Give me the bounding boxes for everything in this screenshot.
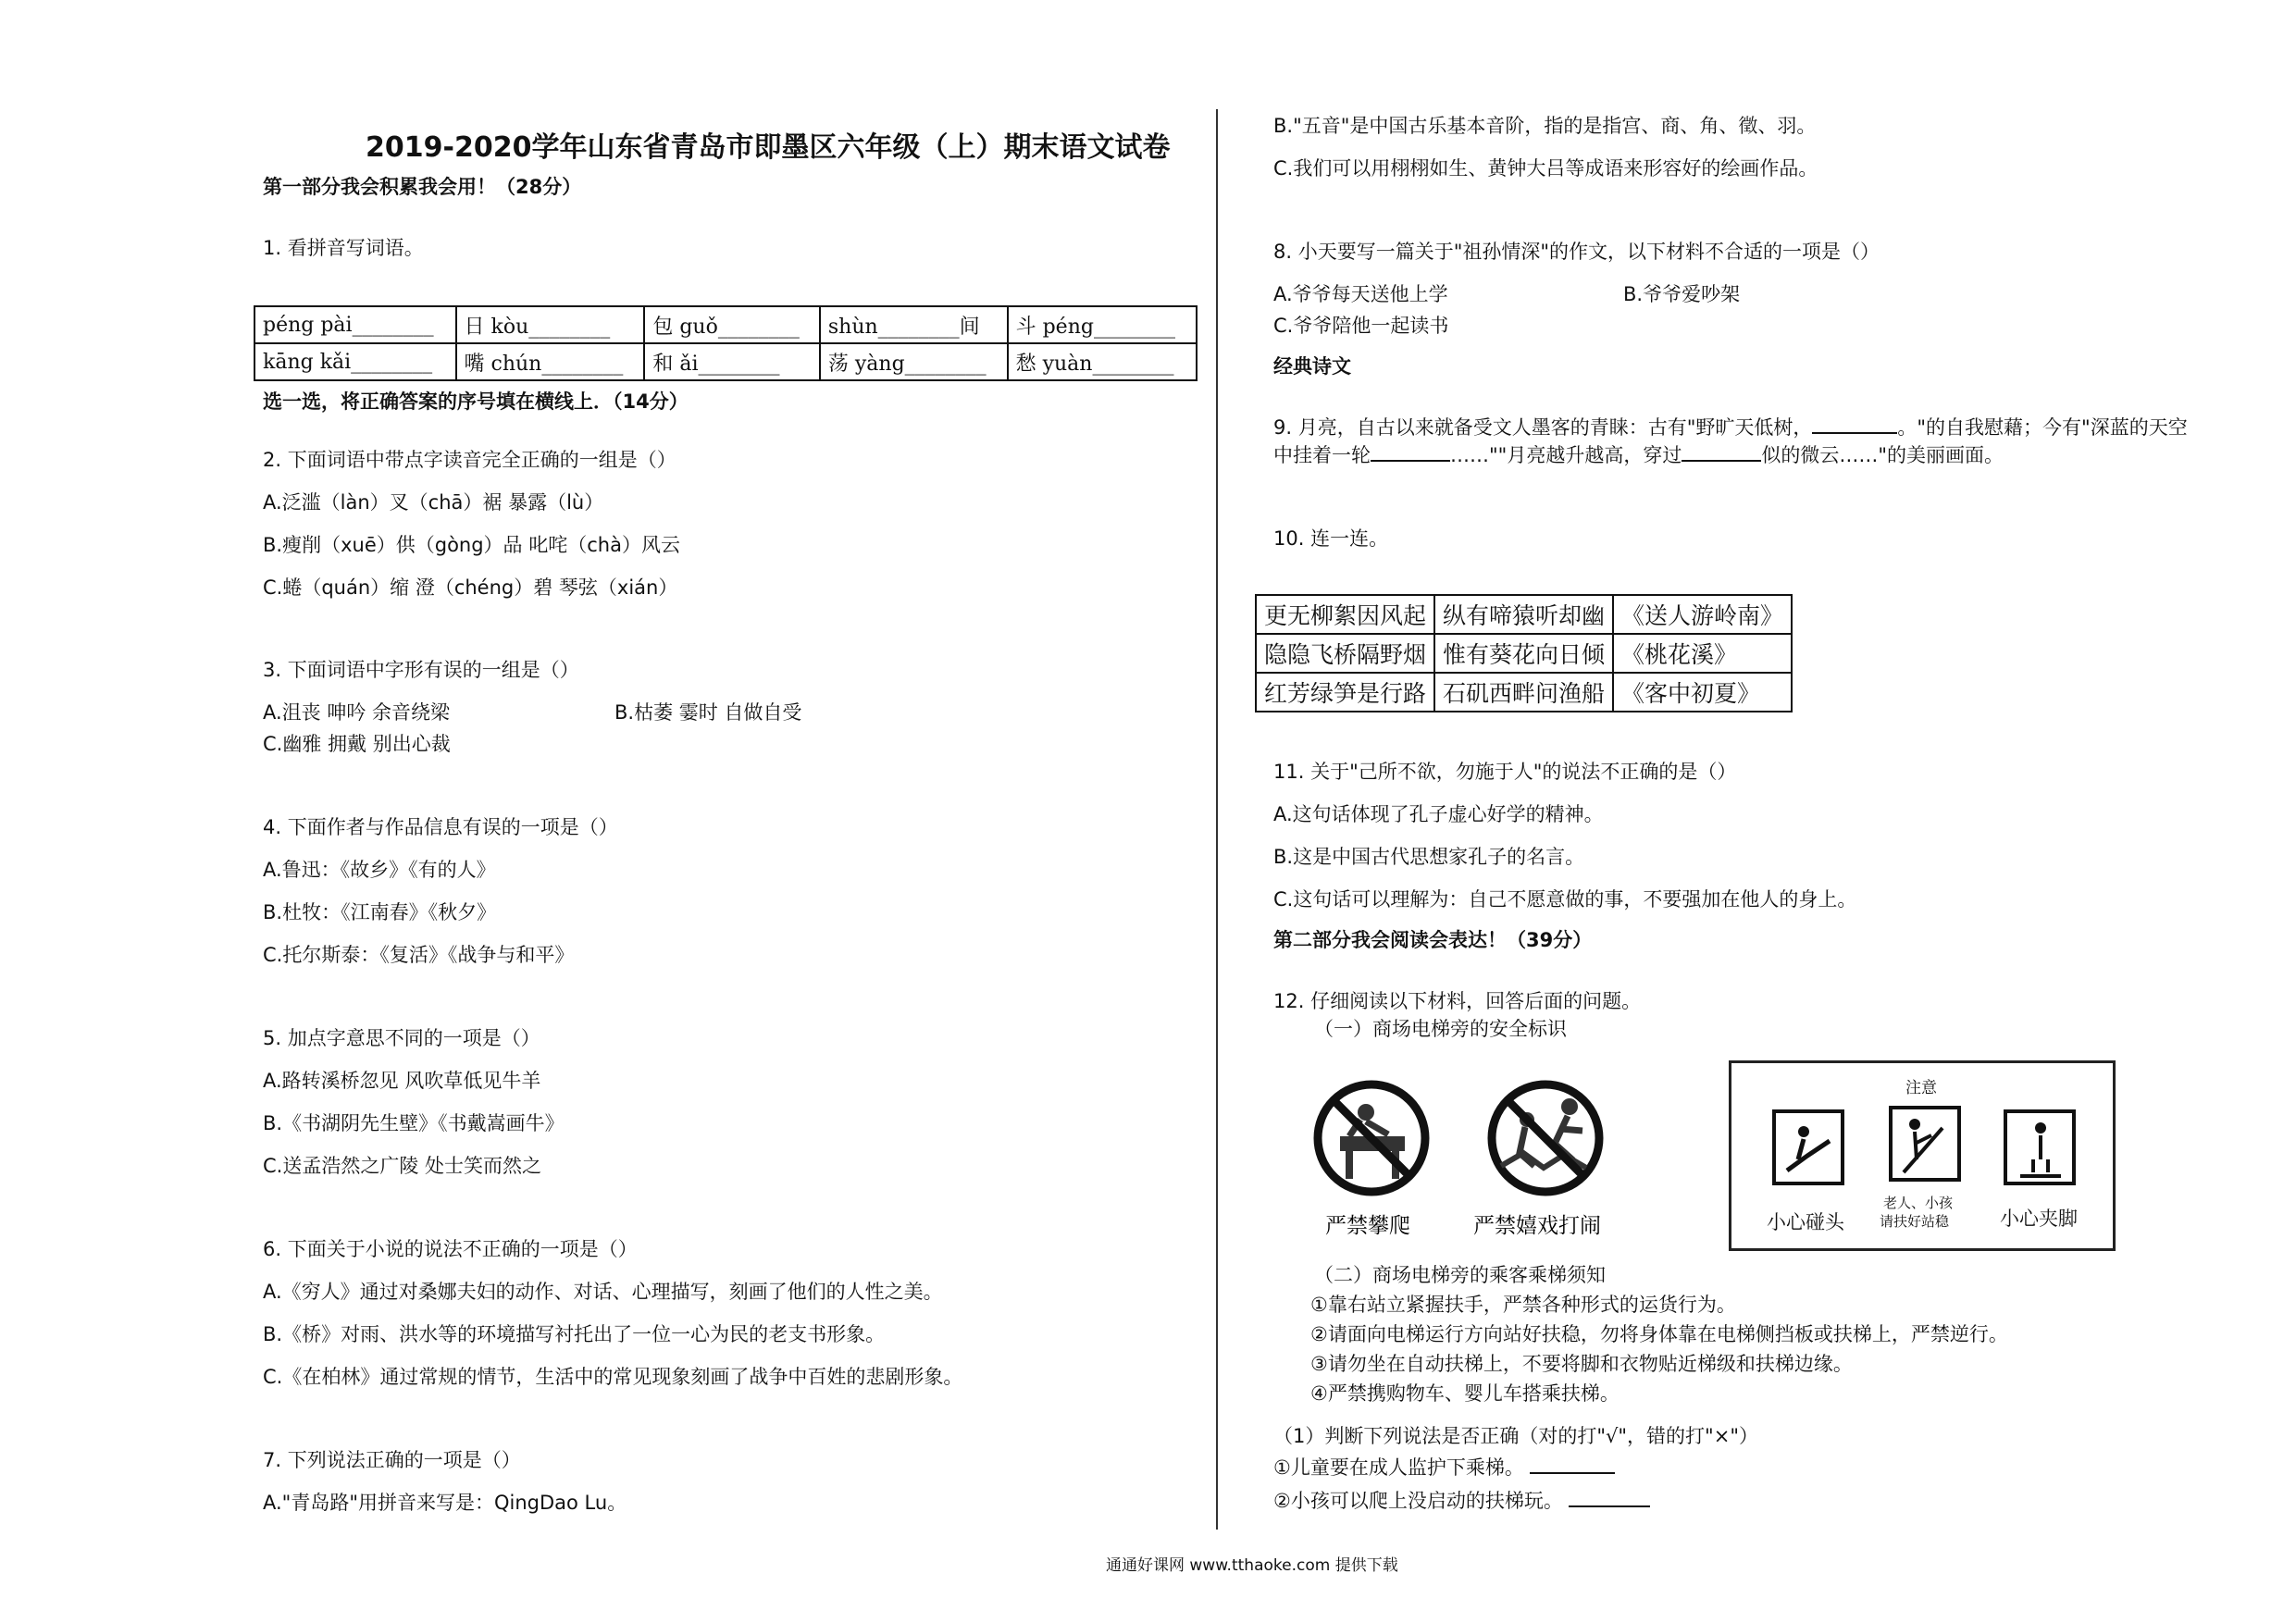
match-cell: 更无柳絮因风起 xyxy=(1256,595,1434,634)
sign-no-playing-label: 严禁嬉戏打闹 xyxy=(1473,1214,1601,1238)
q3-option-a: A.沮丧 呻吟 余音绕梁 xyxy=(263,701,451,724)
q6-option-c: C.《在柏林》通过常规的情节，生活中的常见现象刻画了战争中百姓的悲剧形象。 xyxy=(263,1366,963,1388)
q11-option-a: A.这句话体现了孔子虚心好学的精神。 xyxy=(1273,803,1604,825)
q9-line1-start: 9. 月亮，自古以来就备受文人墨客的青睐：古有"野旷天低树， xyxy=(1273,416,1813,439)
part1-heading: 第一部分我会积累我会用！（28分） xyxy=(263,176,582,198)
pinyin-cell: 斗 péng________ xyxy=(1008,306,1197,343)
notice-title: 注意 xyxy=(1905,1079,1937,1097)
poetry-heading: 经典诗文 xyxy=(1273,355,1351,378)
q9-blank-1 xyxy=(1812,431,1897,434)
column-divider xyxy=(1216,109,1218,1530)
pinyin-cell: 荡 yàng________ xyxy=(820,343,1008,380)
safety-signs xyxy=(1305,1064,1647,1249)
rule-1: ①靠右站立紧握扶手，严禁各种形式的运货行为。 xyxy=(1310,1294,1736,1316)
pinyin-cell: kāng kǎi________ xyxy=(254,343,456,380)
q9-blank-3 xyxy=(1682,459,1761,462)
q8-text: 8. 小天要写一篇关于"祖孙情深"的作文，以下材料不合适的一项是（） xyxy=(1273,241,1880,263)
exam-title: 2019-2020学年山东省青岛市即墨区六年级（上）期末语文试卷 xyxy=(366,131,1171,164)
q2-text: 2. 下面词语中带点字读音完全正确的一组是（） xyxy=(263,449,676,471)
q5-option-c: C.送孟浩然之广陵 处士笑而然之 xyxy=(263,1155,542,1177)
sign-no-climbing-label: 严禁攀爬 xyxy=(1325,1214,1410,1238)
q5-option-a: A.路转溪桥忽见 风吹草低见牛羊 xyxy=(263,1070,541,1092)
mind-feet-icon xyxy=(2005,1111,2074,1183)
judge-item-2 xyxy=(1273,1492,1650,1511)
q2-option-a: A.泛滥（làn）叉（chā）裾 暴露（lù） xyxy=(263,491,604,514)
q3-option-c: C.幽雅 拥戴 别出心裁 xyxy=(263,733,451,755)
table-row xyxy=(254,306,1197,343)
rule-4: ④严禁携购物车、婴儿车搭乘扶梯。 xyxy=(1310,1382,1620,1405)
q8-option-c: C.爷爷陪他一起读书 xyxy=(1273,315,1449,337)
q6-option-a: A.《穷人》通过对桑娜夫妇的动作、对话、心理描写，刻画了他们的人性之美。 xyxy=(263,1281,943,1303)
notice-label-hold-line2: 请扶好站稳 xyxy=(1880,1213,1950,1230)
q4-option-b: B.杜牧：《江南春》《秋夕》 xyxy=(263,901,497,923)
q2-option-b: B.瘦削（xuē）供（gòng）品 叱咤（chà）风云 xyxy=(263,534,680,556)
q8-option-a: A.爷爷每天送他上学 xyxy=(1273,283,1448,305)
table-row xyxy=(1256,595,1792,634)
q9-line2 xyxy=(1273,446,2004,465)
no-playing-icon xyxy=(1492,1084,1599,1192)
table-row xyxy=(1256,673,1792,712)
q9-blank-2 xyxy=(1371,459,1450,462)
q6-text: 6. 下面关于小说的说法不正确的一项是（） xyxy=(263,1238,638,1260)
pinyin-cell: shùn________间 xyxy=(820,306,1008,343)
judge-item-2-text: ②小孩可以爬上没启动的扶梯玩。 xyxy=(1273,1490,1563,1512)
q11-option-b: B.这是中国古代思想家孔子的名言。 xyxy=(1273,846,1585,868)
pinyin-cell: 包 guǒ________ xyxy=(644,306,820,343)
table-row xyxy=(1256,634,1792,673)
q9-line1 xyxy=(1273,418,2188,438)
notice-label-feet: 小心夹脚 xyxy=(2000,1208,2078,1230)
rule-3: ③请勿坐在自动扶梯上，不要将脚和衣物贴近梯级和扶梯边缘。 xyxy=(1310,1353,1853,1375)
notice-label-hold-line1: 老人、小孩 xyxy=(1883,1195,1954,1211)
q2-option-c: C.蜷（quán）缩 澄（chéng）碧 琴弦（xián） xyxy=(263,576,678,599)
part2-heading: 第二部分我会阅读会表达！（39分） xyxy=(1273,929,1593,951)
table-row xyxy=(254,343,1197,380)
q8-option-b: B.爷爷爱吵架 xyxy=(1623,283,1741,305)
q7-option-c: C.我们可以用栩栩如生、黄钟大吕等成语来形容好的绘画作品。 xyxy=(1273,157,1818,180)
q6-option-b: B.《桥》对雨、洪水等的环境描写衬托出了一位一心为民的老支书形象。 xyxy=(263,1323,886,1345)
q4-option-c: C.托尔斯泰：《复活》《战争与和平》 xyxy=(263,944,575,966)
match-cell: 惟有葵花向日倾 xyxy=(1434,634,1613,673)
q3-text: 3. 下面词语中字形有误的一组是（） xyxy=(263,659,579,681)
q11-text: 11. 关于"己所不欲，勿施于人"的说法不正确的是（） xyxy=(1273,761,1737,783)
match-cell: 《送人游岭南》 xyxy=(1613,595,1792,634)
pinyin-table xyxy=(254,305,1198,381)
mind-head-icon xyxy=(1774,1111,1843,1183)
choose-heading: 选一选，将正确答案的序号填在横线上．（14分） xyxy=(263,390,689,413)
match-cell: 隐隐飞桥隔野烟 xyxy=(1256,634,1434,673)
pinyin-cell: 愁 yuàn________ xyxy=(1008,343,1197,380)
q4-option-a: A.鲁迅：《故乡》《有的人》 xyxy=(263,859,496,881)
footer-credit: 通通好课网 www.tthaoke.com 提供下载 xyxy=(1106,1556,1398,1575)
q7-option-a: A."青岛路"用拼音来写是：QingDao Lu。 xyxy=(263,1492,627,1514)
match-cell: 红芳绿笋是行路 xyxy=(1256,673,1434,712)
q5-text: 5. 加点字意思不同的一项是（） xyxy=(263,1027,540,1049)
pinyin-cell: 嘴 chún________ xyxy=(456,343,645,380)
q7-option-b: B."五音"是中国古乐基本音阶，指的是指宫、商、角、徵、羽。 xyxy=(1273,115,1817,137)
q5-option-b: B.《书湖阴先生壁》《书戴嵩画牛》 xyxy=(263,1112,565,1134)
rule-2: ②请面向电梯运行方向站好扶稳，勿将身体靠在电梯侧挡板或扶梯上，严禁逆行。 xyxy=(1310,1323,2008,1345)
notice-label-head: 小心碰头 xyxy=(1767,1211,1844,1233)
match-cell: 石矶西畔问渔船 xyxy=(1434,673,1613,712)
matching-table xyxy=(1255,594,1793,712)
hold-handrail-icon xyxy=(1891,1108,1959,1180)
judge-blank-2 xyxy=(1569,1505,1650,1507)
judge-instruction: （1）判断下列说法是否正确（对的打"√"，错的打"×"） xyxy=(1273,1425,1758,1447)
q9-line2-end: 似的微云……"的美丽画面。 xyxy=(1761,444,2004,466)
q12-text: 12. 仔细阅读以下材料，回答后面的问题。 xyxy=(1273,990,1642,1012)
q3-option-b: B.枯萎 霎时 自做自受 xyxy=(614,701,802,724)
q1-text: 1. 看拼音写词语。 xyxy=(263,237,424,259)
judge-blank-1 xyxy=(1530,1471,1615,1474)
pinyin-cell: 日 kòu________ xyxy=(456,306,645,343)
q9-line2-start: 中挂着一轮 xyxy=(1273,444,1371,466)
no-climbing-icon xyxy=(1318,1084,1425,1192)
q10-text: 10. 连一连。 xyxy=(1273,527,1389,550)
pinyin-cell: péng pài________ xyxy=(254,306,456,343)
q9-line1-end: 。"的自我慰藉；今有"深蓝的天空 xyxy=(1897,416,2188,439)
notice-panel xyxy=(1729,1060,2116,1251)
pinyin-cell: 和 ǎi________ xyxy=(644,343,820,380)
q11-option-c: C.这句话可以理解为：自己不愿意做的事，不要强加在他人的身上。 xyxy=(1273,888,1857,911)
match-cell: 《客中初夏》 xyxy=(1613,673,1792,712)
match-cell: 《桃花溪》 xyxy=(1613,634,1792,673)
material1-heading: （一）商场电梯旁的安全标识 xyxy=(1314,1018,1567,1040)
q9-line2-mid: ……""月亮越升越高，穿过 xyxy=(1450,444,1682,466)
judge-item-1 xyxy=(1273,1458,1615,1478)
match-cell: 纵有啼猿听却幽 xyxy=(1434,595,1613,634)
q4-text: 4. 下面作者与作品信息有误的一项是（） xyxy=(263,816,618,838)
material2-heading: （二）商场电梯旁的乘客乘梯须知 xyxy=(1314,1264,1606,1286)
q7-text: 7. 下列说法正确的一项是（） xyxy=(263,1449,521,1471)
judge-item-1-text: ①儿童要在成人监护下乘梯。 xyxy=(1273,1456,1524,1479)
